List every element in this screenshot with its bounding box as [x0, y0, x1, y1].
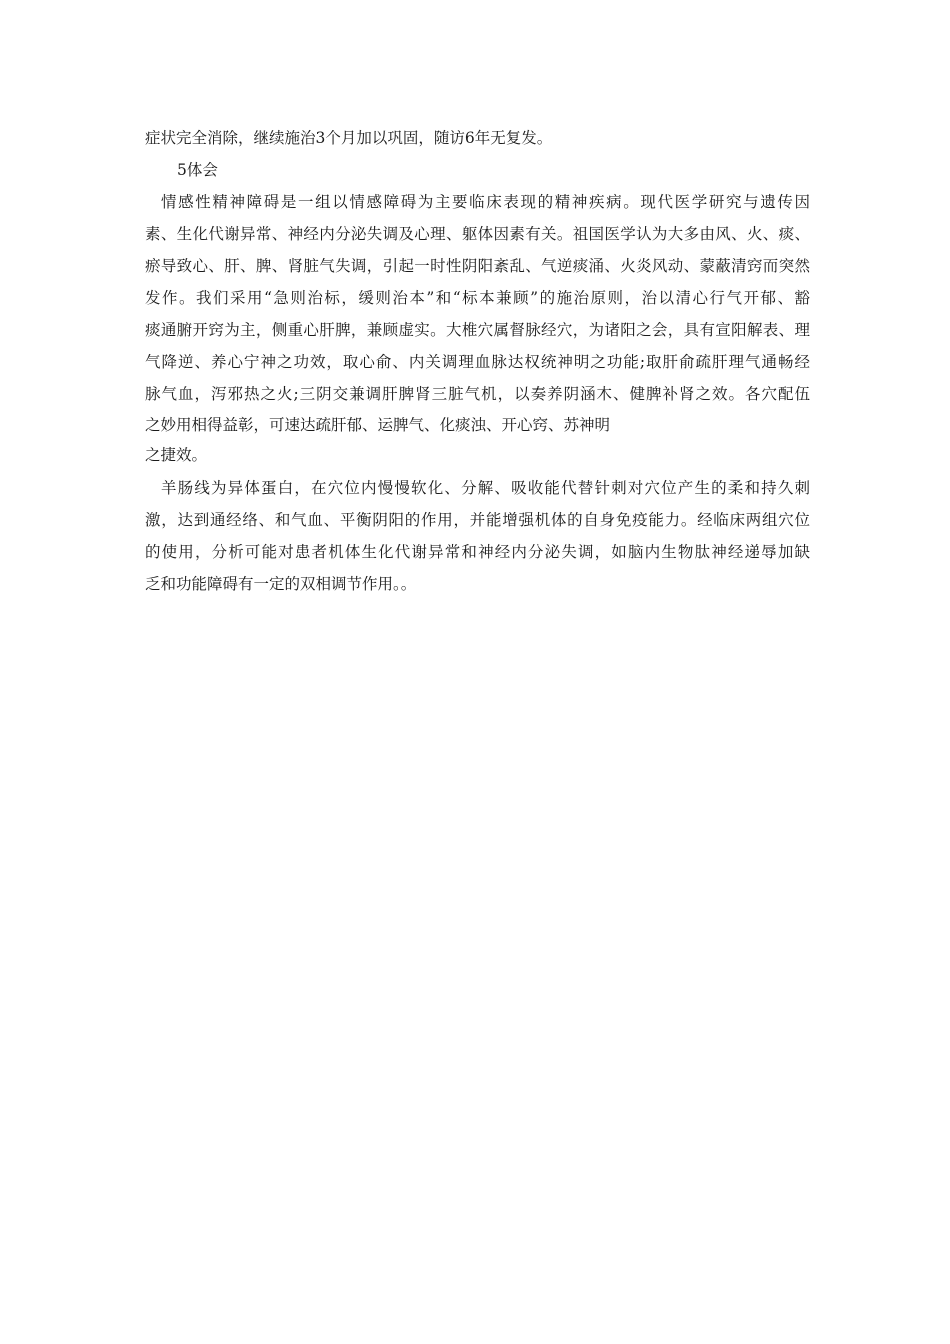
- paragraph-line: 之捷效。: [145, 446, 208, 464]
- paragraph-line: 素、生化代谢异常、神经内分泌失调及心理、躯体因素有关。祖国医学认为大多由风、火、痰、: [145, 225, 810, 243]
- document-body: [145, 122, 810, 600]
- paragraph-line: 的使用，分析可能对患者机体生化代谢异常和神经内分泌失调，如脑内生物肽神经递辱加缺: [145, 543, 810, 561]
- paragraph-line: 情感性精神障碍是一组以情感障碍为主要临床表现的精神疾病。现代医学研究与遗传因: [161, 193, 810, 211]
- paragraph-line: 乏和功能障碍有一定的双相调节作用。。: [145, 575, 417, 593]
- paragraph-line: 激，达到通经络、和气血、平衡阴阳的作用，并能增强机体的自身免疫能力。经临床两组穴位: [145, 511, 810, 529]
- paragraph-line: 痰通腑开窍为主，侧重心肝脾，兼顾虚实。大椎穴属督脉经穴，为诸阳之会，具有宣阳解表、理: [145, 321, 810, 339]
- paragraph-catgut: [145, 472, 810, 600]
- paragraph-line: 脉气血，泻邪热之火;三阴交兼调肝脾肾三脏气机，以奏养阴涵木、健脾补肾之效。各穴配伍: [145, 385, 810, 403]
- paragraph-line: 发作。我们采用“急则治标，缓则治本”和“标本兼顾”的施治原则，治以清心行气开郁、豁: [145, 289, 810, 307]
- paragraph-line: 羊肠线为异体蛋白，在穴位内慢慢软化、分解、吸收能代替针刺对穴位产生的柔和持久刺: [161, 479, 810, 497]
- section-heading: 5体会: [177, 161, 218, 179]
- lead-line: 症状完全消除，继续施治3个月加以巩固，随访6年无复发。: [145, 129, 553, 147]
- paragraph-line: 瘀导致心、肝、脾、肾脏气失调，引起一时性阴阳紊乱、气逆痰涌、火炎风动、蒙蔽清窍而突然: [145, 257, 810, 275]
- paragraph-line: 之妙用相得益彰，可速达疏肝郁、运脾气、化痰浊、开心窍、苏神明: [145, 416, 611, 434]
- paragraph-line: 气降逆、养心宁神之功效，取心俞、内关调理血脉达权统神明之功能;取肝俞疏肝理气通畅经: [145, 353, 810, 371]
- paragraph-reflections: [145, 186, 810, 470]
